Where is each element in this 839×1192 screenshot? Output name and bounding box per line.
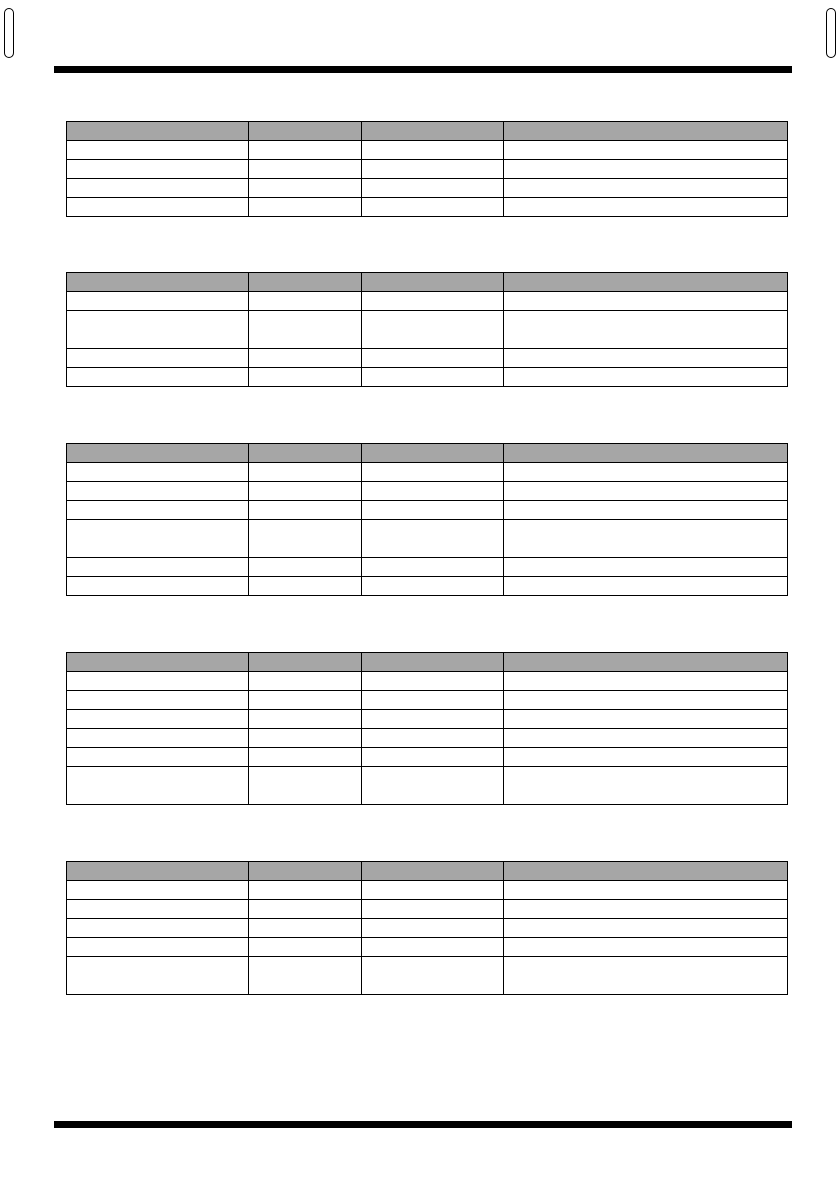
table-cell (249, 672, 362, 691)
table-cell (362, 292, 504, 311)
table-cell (67, 691, 249, 710)
table-cell (362, 311, 504, 349)
table-cell (67, 938, 249, 957)
column-header (362, 653, 504, 672)
table-cell (362, 501, 504, 520)
table-row (67, 938, 788, 957)
table-row (67, 691, 788, 710)
parameter-table-5 (66, 861, 788, 995)
table-cell (67, 957, 249, 995)
table-row (67, 368, 788, 387)
table-cell (249, 368, 362, 387)
table-row (67, 463, 788, 482)
table-cell (249, 349, 362, 368)
table-cell (362, 881, 504, 900)
table-cell (67, 501, 249, 520)
table-row (67, 311, 788, 349)
table-cell (67, 482, 249, 501)
table-cell (362, 141, 504, 160)
table-cell (249, 463, 362, 482)
parameter-table-3 (66, 443, 788, 596)
binder-punch-hole-left (4, 8, 14, 58)
table-cell (67, 900, 249, 919)
table-cell (67, 311, 249, 349)
table-cell (362, 520, 504, 558)
table-cell (249, 141, 362, 160)
column-header (249, 862, 362, 881)
table-cell (504, 919, 788, 938)
table-row (67, 501, 788, 520)
table-cell (67, 577, 249, 596)
table-cell (249, 919, 362, 938)
table-row (67, 919, 788, 938)
column-header (504, 273, 788, 292)
table-cell (362, 748, 504, 767)
table-cell (504, 767, 788, 805)
table-cell (67, 349, 249, 368)
binder-punch-hole-right (826, 8, 836, 58)
table-cell (504, 349, 788, 368)
column-header (67, 444, 249, 463)
table-cell (362, 463, 504, 482)
table-cell (67, 463, 249, 482)
table-row (67, 198, 788, 217)
table-cell (504, 179, 788, 198)
column-header (504, 444, 788, 463)
table-cell (249, 311, 362, 349)
column-header (67, 273, 249, 292)
table-cell (249, 179, 362, 198)
table-cell (504, 900, 788, 919)
table-header-row (67, 122, 788, 141)
table-cell (504, 311, 788, 349)
table-row (67, 482, 788, 501)
table-cell (504, 520, 788, 558)
table-row (67, 520, 788, 558)
table-row (67, 558, 788, 577)
table-cell (249, 900, 362, 919)
table-row (67, 710, 788, 729)
table-cell (362, 179, 504, 198)
table-cell (362, 482, 504, 501)
table-cell (249, 558, 362, 577)
table-header-row (67, 862, 788, 881)
table-cell (362, 729, 504, 748)
table-row (67, 179, 788, 198)
table-row (67, 577, 788, 596)
table-row (67, 292, 788, 311)
table-cell (362, 767, 504, 805)
column-header (504, 862, 788, 881)
table-cell (362, 349, 504, 368)
table-cell (504, 748, 788, 767)
table-row (67, 957, 788, 995)
table-cell (249, 292, 362, 311)
column-header (67, 122, 249, 141)
column-header (67, 653, 249, 672)
column-header (249, 653, 362, 672)
table-cell (249, 160, 362, 179)
table-cell (504, 141, 788, 160)
table-cell (504, 482, 788, 501)
column-header (504, 122, 788, 141)
table-cell (67, 672, 249, 691)
table-row (67, 767, 788, 805)
table-cell (362, 198, 504, 217)
table-cell (67, 292, 249, 311)
table-cell (504, 938, 788, 957)
table-row (67, 672, 788, 691)
table-cell (362, 691, 504, 710)
table-cell (504, 501, 788, 520)
table-cell (67, 160, 249, 179)
table-cell (249, 577, 362, 596)
column-header (504, 653, 788, 672)
table-cell (362, 919, 504, 938)
table-cell (362, 368, 504, 387)
table-cell (249, 482, 362, 501)
table-cell (362, 160, 504, 179)
table-cell (504, 729, 788, 748)
table-cell (362, 957, 504, 995)
table-cell (249, 748, 362, 767)
table-cell (249, 729, 362, 748)
table-cell (67, 558, 249, 577)
parameter-table-4 (66, 652, 788, 805)
table-header-row (67, 444, 788, 463)
table-header-row (67, 273, 788, 292)
table-cell (249, 691, 362, 710)
table-cell (67, 767, 249, 805)
table-cell (362, 672, 504, 691)
table-cell (504, 368, 788, 387)
column-header (249, 273, 362, 292)
table-cell (504, 160, 788, 179)
table-cell (67, 179, 249, 198)
table-row (67, 881, 788, 900)
table-row (67, 748, 788, 767)
header-rule (54, 66, 792, 73)
table-cell (504, 577, 788, 596)
table-cell (249, 520, 362, 558)
table-cell (249, 881, 362, 900)
table-cell (504, 558, 788, 577)
table-cell (249, 501, 362, 520)
table-cell (504, 292, 788, 311)
table-cell (67, 881, 249, 900)
table-cell (504, 463, 788, 482)
column-header (362, 273, 504, 292)
table-cell (249, 198, 362, 217)
table-row (67, 729, 788, 748)
table-cell (362, 577, 504, 596)
table-cell (362, 710, 504, 729)
table-row (67, 160, 788, 179)
table-cell (362, 900, 504, 919)
column-header (67, 862, 249, 881)
table-cell (362, 938, 504, 957)
table-cell (67, 710, 249, 729)
table-cell (249, 957, 362, 995)
table-row (67, 900, 788, 919)
column-header (249, 122, 362, 141)
table-cell (67, 198, 249, 217)
parameter-table-1 (66, 121, 788, 217)
column-header (249, 444, 362, 463)
table-cell (504, 691, 788, 710)
table-cell (67, 368, 249, 387)
table-cell (67, 520, 249, 558)
table-cell (67, 141, 249, 160)
table-row (67, 349, 788, 368)
table-cell (504, 672, 788, 691)
table-cell (67, 729, 249, 748)
parameter-table-2 (66, 272, 788, 387)
table-cell (249, 938, 362, 957)
table-row (67, 141, 788, 160)
table-cell (504, 710, 788, 729)
table-cell (504, 881, 788, 900)
table-cell (362, 558, 504, 577)
column-header (362, 862, 504, 881)
table-header-row (67, 653, 788, 672)
column-header (362, 122, 504, 141)
table-cell (249, 767, 362, 805)
table-cell (67, 919, 249, 938)
column-header (362, 444, 504, 463)
table-cell (67, 748, 249, 767)
table-cell (249, 710, 362, 729)
footer-rule (54, 1121, 792, 1128)
table-cell (504, 957, 788, 995)
table-cell (504, 198, 788, 217)
